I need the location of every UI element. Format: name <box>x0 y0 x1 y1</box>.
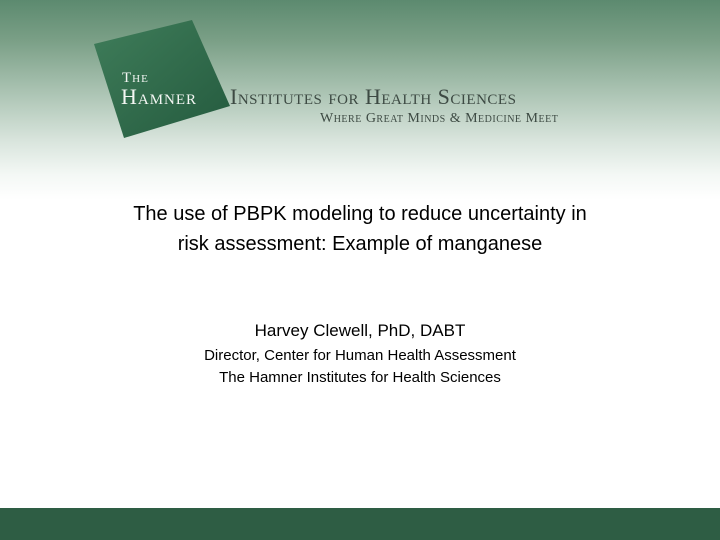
author-affiliation-2: The Hamner Institutes for Health Sciences <box>219 369 501 386</box>
footer-bar <box>0 508 720 540</box>
logo-tagline: Where Great Minds & Medicine Meet <box>320 111 559 126</box>
logo-tile <box>94 20 232 138</box>
logo-hamner-text: Hamner <box>121 84 198 109</box>
author-name: Harvey Clewell, PhD, DABT <box>254 321 466 340</box>
slide-title <box>40 199 680 259</box>
logo-institutes-text: Institutes for Health Sciences <box>230 84 517 109</box>
logo-the-text: The <box>122 70 149 86</box>
author-affiliation-1: Director, Center for Human Health Assessment <box>204 347 516 364</box>
slide-title-line-1: The use of PBPK modeling to reduce uncertainty in <box>133 203 587 225</box>
slide-title-line-2: risk assessment: Example of manganese <box>177 233 543 255</box>
logo-tile-shape <box>94 20 232 138</box>
